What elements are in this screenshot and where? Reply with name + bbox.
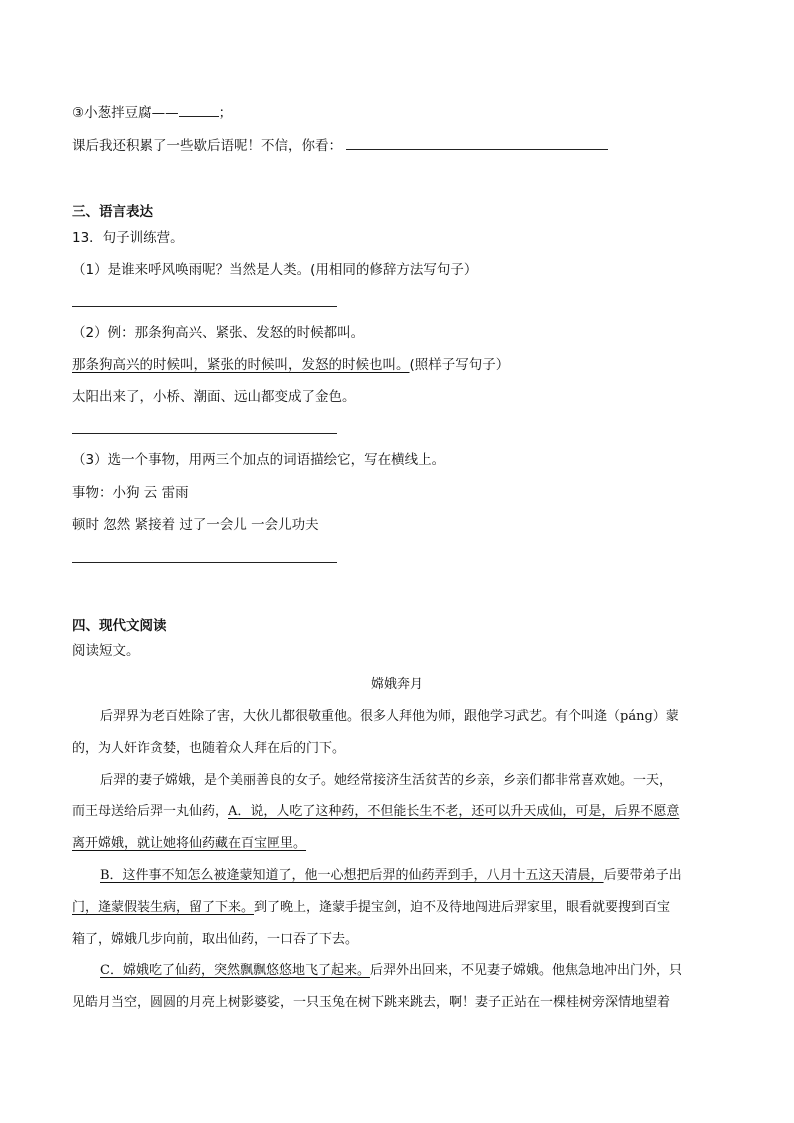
item-3-label: ③小葱拌豆腐—— xyxy=(72,105,179,121)
section-3-title: 三、语言表达 xyxy=(72,204,153,220)
story-sentence-b-end: 门，逄蒙假装生病，留了下来。 xyxy=(72,900,255,915)
item-3-line xyxy=(72,104,232,122)
xiehouyu-line xyxy=(72,135,608,155)
story-p3-line3: 箱了，嫦娥几步向前，取出仙药，一口吞了下去。 xyxy=(72,932,359,947)
story-sentence-b: B．这件事不知怎么被逄蒙知道了，他一心想把后羿的仙药弄到手，八月十五这天清晨， xyxy=(100,868,604,883)
item-3-end: ； xyxy=(218,105,233,121)
question-13-1: （1）是谁来呼风唤雨呢？当然是人类。(用相同的修辞方法写句子） xyxy=(72,262,478,278)
story-p2-line1: 后羿的妻子嫦娥，是个美丽善良的女子。她经常接济生活贫苦的乡亲，乡亲们都非常喜欢她。一天， xyxy=(100,773,673,788)
answer-line-1[interactable] xyxy=(72,306,337,307)
xiehouyu-answer-blank[interactable] xyxy=(346,135,608,150)
xiehouyu-prompt: 课后我还积累了一些歇后语呢！不信，你看： xyxy=(72,138,342,154)
story-p2-line2 xyxy=(72,803,679,821)
story-p4-line2: 见皓月当空，圆圆的月亮上树影婆娑，一只玉兔在树下跳来跳去，啊！妻子正站在一棵桂树旁深情地望着 xyxy=(72,995,671,1010)
answer-line-3[interactable] xyxy=(72,562,337,563)
reading-instruction: 阅读短文。 xyxy=(72,643,140,659)
story-sentence-a-end: 离开嫦娥，就让她将仙药藏在百宝匣里。 xyxy=(72,836,307,851)
model-note: (照样子写句子） xyxy=(409,357,510,373)
story-sentence-a: A．说，人吃了这种药，不但能长生不老，还可以升天成仙，可是，后界不愿意 xyxy=(228,804,680,819)
story-p2-line3 xyxy=(72,835,306,853)
question-13-3-words: 顿时 忽然 紧接着 过了一会儿 一会儿功夫 xyxy=(72,517,319,533)
question-13-2-example: （2）例：那条狗高兴、紧张、发怒的时候都叫。 xyxy=(72,325,365,341)
story-p3-line1-b: 后要带弟子出 xyxy=(603,868,682,883)
story-p1-line2: 的，为人奸诈贪婪，也随着众人拜在后的门下。 xyxy=(72,741,346,756)
story-title: 嫦娥奔月 xyxy=(370,677,423,692)
answer-line-2[interactable] xyxy=(72,433,337,434)
story-p4-line1 xyxy=(100,962,682,980)
section-4-title: 四、现代文阅读 xyxy=(72,618,167,634)
story-p3-line2-b: 到了晚上，逄蒙手提宝剑，迫不及待地闯进后羿家里，眼看就要搜到百宝 xyxy=(254,900,671,915)
question-13-3-things: 事物：小狗 云 雷雨 xyxy=(72,485,189,501)
question-13: 13．句子训练营。 xyxy=(72,230,184,246)
question-13-2-model xyxy=(72,356,509,374)
story-p2-line2-a: 而王母送给后羿一丸仙药， xyxy=(72,804,229,819)
item-3-answer-blank[interactable] xyxy=(179,104,219,117)
story-p3-line2 xyxy=(72,899,670,917)
question-13-3: （3）选一个事物，用两三个加点的词语描绘它，写在横线上。 xyxy=(72,452,446,468)
story-p4-line1-b: 后羿外出回来，不见妻子嫦娥。他焦急地冲出门外，只 xyxy=(369,963,682,978)
model-sentence-underlined: 那条狗高兴的时候叫，紧张的时候叫，发怒的时候也叫。 xyxy=(72,357,410,373)
story-p3-line1 xyxy=(100,867,682,885)
story-sentence-c: C．嫦娥吃了仙药，突然飘飘悠悠地飞了起来。 xyxy=(100,963,370,978)
story-p1-line1: 后羿界为老百姓除了害，大伙儿都很敬重他。很多人拜他为师，跟他学习武艺。有个叫逄（páng）蒙 xyxy=(100,709,679,724)
question-13-2-sentence: 太阳出来了，小桥、潮面、远山都变成了金色。 xyxy=(72,389,356,405)
